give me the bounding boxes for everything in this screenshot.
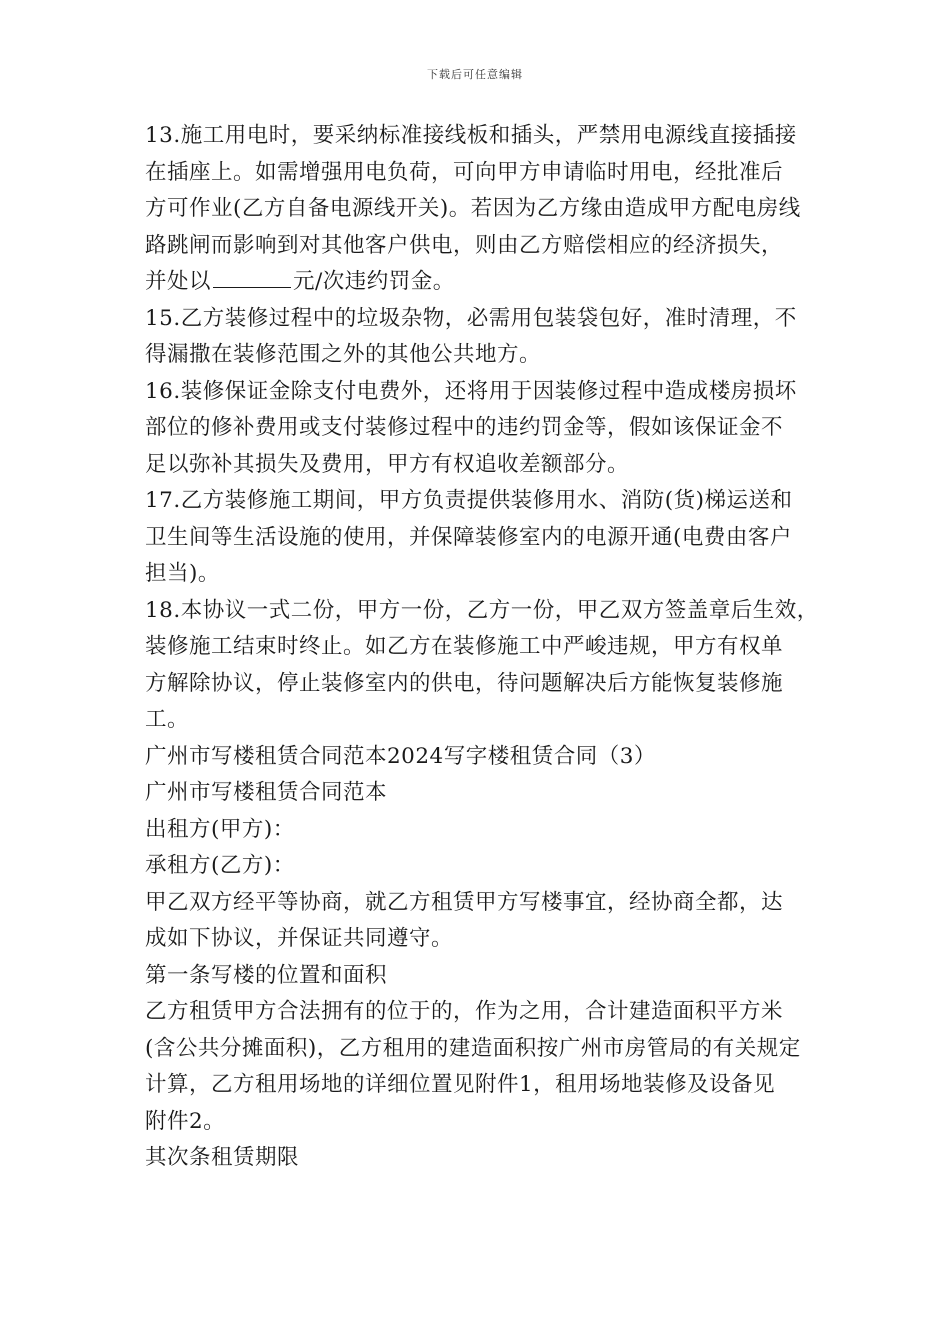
- text-line: 附件2。: [145, 1108, 226, 1134]
- text-line: 卫生间等生活设施的使用，并保障装修室内的电源开通(电费由客户: [145, 524, 792, 550]
- page-header: 下载后可任意编辑: [427, 68, 523, 81]
- text-line: 15.乙方装修过程中的垃圾杂物，必需用包装袋包好，准时清理，不: [145, 305, 797, 331]
- article-1-heading: [145, 958, 825, 995]
- penalty-suffix: 元/次违约罚金。: [293, 269, 455, 294]
- lessor-line: [145, 812, 825, 849]
- text-line: 方解除协议，停止装修室内的供电，待问题解决后方能恢复装修施: [145, 670, 784, 696]
- text-line: 广州市写楼租赁合同范本: [145, 780, 388, 805]
- text-line: 乙方租赁甲方合法拥有的位于的，作为之用，合计建造面积平方米: [145, 999, 784, 1024]
- text-line: 第一条写楼的位置和面积: [145, 962, 388, 988]
- clause-15: [145, 301, 825, 374]
- text-line: 在插座上。如需增强用电负荷，可向甲方申请临时用电，经批准后: [145, 159, 784, 185]
- text-line: 广州市写楼租赁合同范本2024写字楼租赁合同（3）: [145, 743, 656, 769]
- text-line: 担当)。: [145, 561, 220, 586]
- text-line: 16.装修保证金除支付电费外，还将用于因装修过程中造成楼房损坏: [145, 378, 797, 404]
- text-line: 承租方(乙方)：: [145, 853, 295, 878]
- contract-section-title: [145, 739, 825, 776]
- text-line: 甲乙双方经平等协商，就乙方租赁甲方写楼事宜，经协商全都，达: [145, 889, 784, 915]
- text-line: 装修施工结束时终止。如乙方在装修施工中严峻违规，甲方有权单: [145, 634, 784, 659]
- text-line: 成如下协议，并保证共同遵守。: [145, 926, 454, 951]
- text-line: 方可作业(乙方自备电源线开关)。若因为乙方缘由造成甲方配电房线: [145, 196, 801, 221]
- text-line: 17.乙方装修施工期间，甲方负责提供装修用水、消防(货)梯运送和: [145, 488, 793, 513]
- text-line: 13.施工用电时，要采纳标准接线板和插头，严禁用电源线直接插接: [145, 123, 797, 148]
- text-line: 路跳闸而影响到对其他客户供电，则由乙方赔偿相应的经济损失，: [145, 232, 784, 258]
- text-line: 18.本协议一式二份，甲方一份，乙方一份，甲乙双方签盖章后生效，: [145, 597, 819, 623]
- document-body: [145, 118, 825, 1177]
- text-line: 出租方(甲方)：: [145, 816, 295, 842]
- text-line-with-blank: [145, 264, 825, 301]
- text-line: 计算，乙方租用场地的详细位置见附件1，租用场地装修及设备见: [145, 1072, 776, 1097]
- clause-13: [145, 118, 825, 301]
- text-line: 足以弥补其损失及费用，甲方有权追收差额部分。: [145, 451, 630, 477]
- clause-17: [145, 483, 825, 593]
- text-line: 其次条租赁期限: [145, 1145, 300, 1170]
- contract-title: [145, 775, 825, 812]
- clause-18: [145, 593, 825, 739]
- article-1-body: [145, 994, 825, 1140]
- text-line: 得漏撒在装修范围之外的其他公共地方。: [145, 342, 542, 367]
- penalty-prefix: 并处以: [145, 269, 212, 294]
- lessee-line: [145, 848, 825, 885]
- article-2-heading: [145, 1140, 825, 1177]
- preamble: [145, 885, 825, 958]
- text-line: (含公共分摊面积)，乙方租用的建造面积按广州市房管局的有关规定: [145, 1035, 801, 1061]
- text-line: 部位的修补费用或支付装修过程中的违约罚金等，假如该保证金不: [145, 415, 784, 440]
- text-line: 工。: [145, 707, 190, 732]
- clause-16: [145, 374, 825, 484]
- fill-in-blank: [213, 267, 291, 288]
